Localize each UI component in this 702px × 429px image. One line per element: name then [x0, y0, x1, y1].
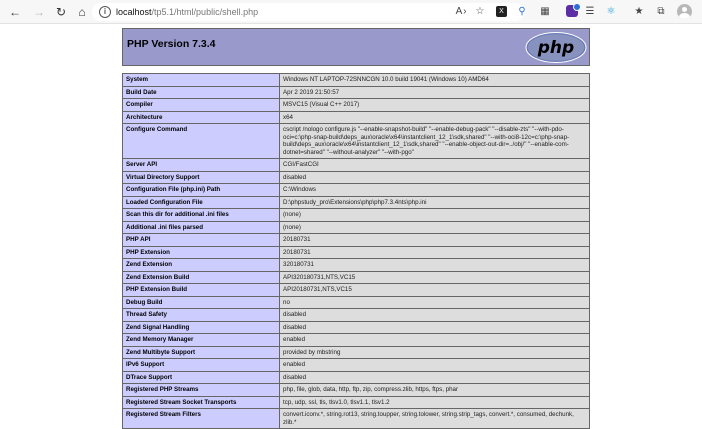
row-value: convert.iconv.*, string.rot13, string.toupper, string.tolower, string.strip_tags, convert.*, consumed, dechunk, zlib.*: [280, 409, 590, 429]
row-value: cscript /nologo configure.js "--enable-snapshot-build" "--enable-debug-pack" "--disable-zts" "--with-pdo-oci=c:\php-snap-build\deps_aux\oracle\x64\instantclient_12_1\sdk,shared" "--with-oci8-12c=c:\php-snap-build\deps_aux\oracle\x64\instantclient_12_1\sdk,shared" "--enable-object-out-dir=../obj/" "--enable-com-dotnet=shared" "--without-analyzer" "--with-pgo": [280, 124, 590, 159]
table-row: [123, 124, 590, 159]
row-label: Architecture: [123, 111, 280, 124]
page-title: PHP Version 7.3.4: [127, 38, 216, 50]
row-label: Configure Command: [123, 124, 280, 159]
row-value: php, file, glob, data, http, ftp, zip, compress.zlib, https, ftps, phar: [280, 384, 590, 397]
row-value: CGI/FastCGI: [280, 159, 590, 172]
php-logo-text: php: [537, 38, 575, 58]
row-value: x64: [280, 111, 590, 124]
table-row: [123, 159, 590, 172]
table-row: [123, 384, 590, 397]
row-label: Thread Safety: [123, 309, 280, 322]
row-label: PHP Extension: [123, 246, 280, 259]
row-label: DTrace Support: [123, 371, 280, 384]
row-value: disabled: [280, 321, 590, 334]
version-header: [122, 28, 590, 66]
row-label: Registered PHP Streams: [123, 384, 280, 397]
table-row: [123, 359, 590, 372]
refresh-icon[interactable]: ↻: [55, 5, 67, 19]
row-value: 320180731: [280, 259, 590, 272]
table-row: [123, 234, 590, 247]
row-value: 20180731: [280, 234, 590, 247]
extension-icon[interactable]: X: [496, 6, 507, 17]
row-label: Additional .ini files parsed: [123, 221, 280, 234]
row-label: Zend Extension Build: [123, 271, 280, 284]
info-table: [122, 73, 590, 429]
table-row: [123, 259, 590, 272]
ie-mode-icon[interactable]: ⚛: [606, 6, 616, 17]
row-label: Scan this dir for additional .ini files: [123, 209, 280, 222]
row-value: tcp, udp, ssl, tls, tlsv1.0, tlsv1.1, tlsv1.2: [280, 396, 590, 409]
row-label: Registered Stream Filters: [123, 409, 280, 429]
row-label: PHP API: [123, 234, 280, 247]
table-row: [123, 184, 590, 197]
row-value: provided by mbstring: [280, 346, 590, 359]
row-label: Zend Multibyte Support: [123, 346, 280, 359]
row-value: (none): [280, 221, 590, 234]
table-row: [123, 309, 590, 322]
table-row: [123, 221, 590, 234]
row-label: System: [123, 74, 280, 87]
browser-toolbar: [0, 0, 702, 24]
extension-icon[interactable]: ▦: [540, 6, 550, 17]
row-value: 20180731: [280, 246, 590, 259]
table-row: [123, 246, 590, 259]
table-row: [123, 284, 590, 297]
table-row: [123, 196, 590, 209]
table-row: [123, 209, 590, 222]
row-label: Compiler: [123, 99, 280, 112]
table-row: [123, 74, 590, 87]
location-icon[interactable]: ⚲: [518, 6, 526, 17]
address-bar[interactable]: [92, 3, 524, 21]
url-text[interactable]: [116, 6, 258, 18]
info-icon[interactable]: i: [99, 6, 111, 18]
row-label: Debug Build: [123, 296, 280, 309]
row-value: disabled: [280, 171, 590, 184]
row-label: Server API: [123, 159, 280, 172]
favorite-add-icon[interactable]: ☆: [475, 6, 485, 17]
extension-icon[interactable]: [566, 5, 578, 17]
table-row: [123, 321, 590, 334]
favorites-icon[interactable]: ★: [634, 6, 644, 17]
collections-icon[interactable]: ⧉: [657, 6, 665, 17]
row-value: Apr 2 2019 21:50:57: [280, 86, 590, 99]
url-path: /tp5.1/html/public/shell.php: [151, 7, 259, 17]
row-label: Loaded Configuration File: [123, 196, 280, 209]
row-label: Zend Memory Manager: [123, 334, 280, 347]
row-label: Zend Extension: [123, 259, 280, 272]
table-row: [123, 396, 590, 409]
row-value: (none): [280, 209, 590, 222]
row-value: D:\phpstudy_pro\Extensions\php\php7.3.4nts\php.ini: [280, 196, 590, 209]
row-value: C:\Windows: [280, 184, 590, 197]
row-label: IPv6 Support: [123, 359, 280, 372]
row-value: disabled: [280, 309, 590, 322]
table-row: [123, 86, 590, 99]
table-row: [123, 296, 590, 309]
row-value: Windows NT LAPTOP-72SNNCGN 10.0 build 19041 (Windows 10) AMD64: [280, 74, 590, 87]
row-value: MSVC15 (Visual C++ 2017): [280, 99, 590, 112]
row-label: Zend Signal Handling: [123, 321, 280, 334]
php-logo-icon[interactable]: [525, 32, 587, 63]
table-row: [123, 334, 590, 347]
row-value: disabled: [280, 371, 590, 384]
profile-icon[interactable]: [677, 4, 692, 19]
row-value: enabled: [280, 359, 590, 372]
row-label: PHP Extension Build: [123, 284, 280, 297]
table-row: [123, 111, 590, 124]
row-value: enabled: [280, 334, 590, 347]
row-value: API320180731,NTS,VC15: [280, 271, 590, 284]
table-row: [123, 99, 590, 112]
row-label: Registered Stream Socket Transports: [123, 396, 280, 409]
forward-icon[interactable]: →: [33, 5, 45, 19]
phpinfo-page: [122, 28, 590, 66]
table-row: [123, 409, 590, 429]
table-row: [123, 271, 590, 284]
home-icon[interactable]: ⌂: [78, 5, 86, 19]
table-row: [123, 346, 590, 359]
table-row: [123, 371, 590, 384]
row-value: no: [280, 296, 590, 309]
row-label: Virtual Directory Support: [123, 171, 280, 184]
url-host: localhost: [116, 7, 152, 17]
back-icon[interactable]: ←: [9, 5, 21, 19]
row-label: Configuration File (php.ini) Path: [123, 184, 280, 197]
row-value: API20180731,NTS,VC15: [280, 284, 590, 297]
row-label: Build Date: [123, 86, 280, 99]
table-row: [123, 171, 590, 184]
read-aloud-icon[interactable]: A ›: [455, 6, 467, 17]
translate-icon[interactable]: ☰: [585, 6, 595, 17]
